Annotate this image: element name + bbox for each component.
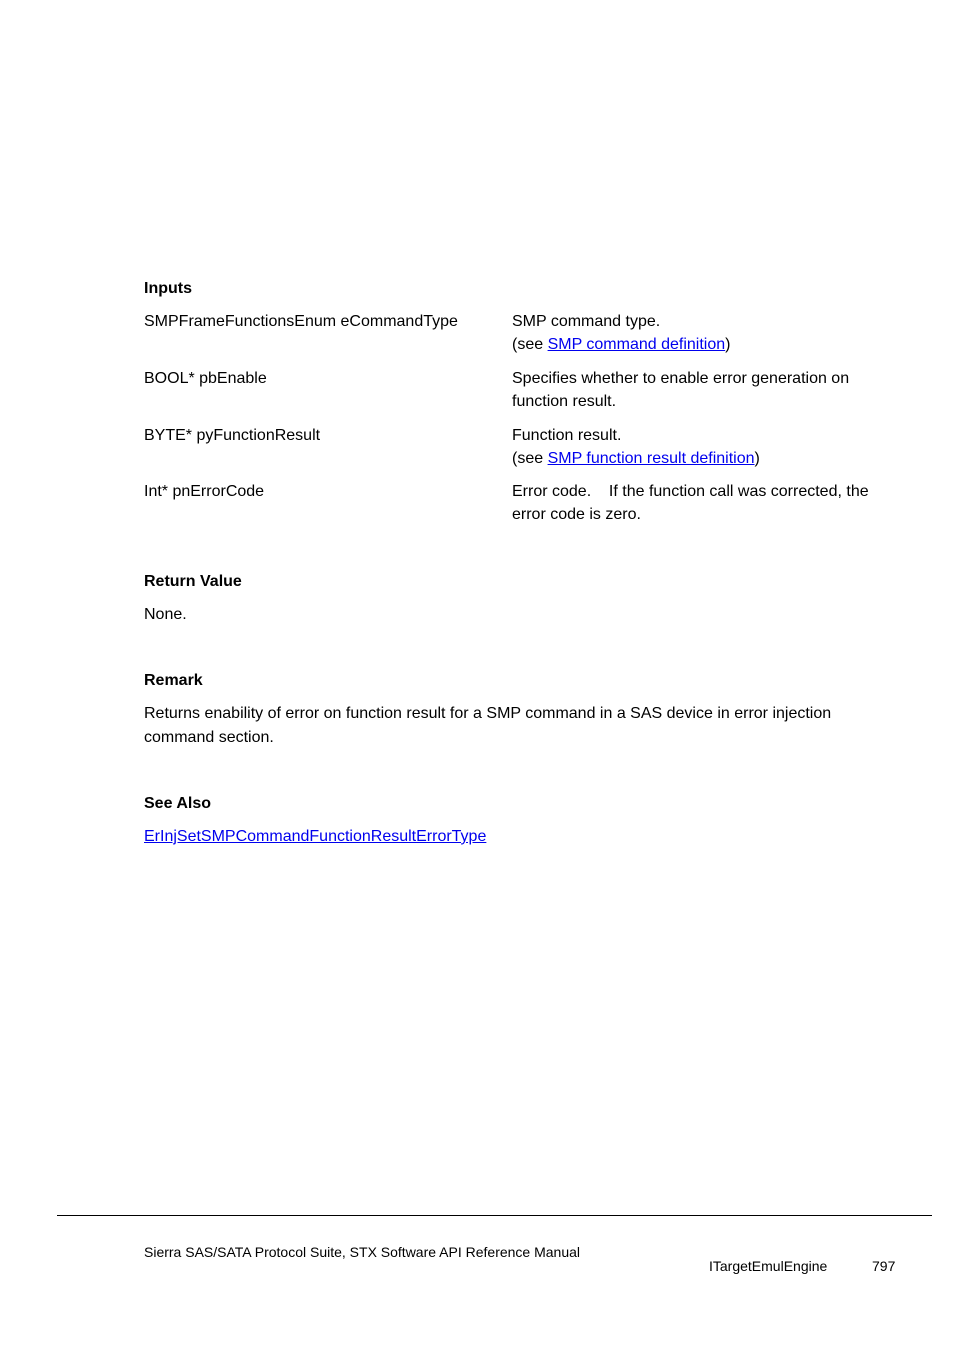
param-desc-line: SMP command type.: [512, 313, 661, 330]
see-prefix: (see: [512, 450, 548, 467]
param-desc-ecommandtype: [512, 310, 902, 356]
param-name-pnerrorcode: Int* pnErrorCode: [144, 483, 265, 500]
erinjsetsmpcommandfunctionresulterrortype-link[interactable]: ErInjSetSMPCommandFunctionResultErrorType: [144, 828, 487, 845]
inputs-heading: Inputs: [144, 280, 192, 297]
smp-command-definition-link[interactable]: SMP command definition: [547, 336, 726, 353]
param-desc-pyfunctionresult: [512, 424, 902, 470]
remark-text: Returns enability of error on function result for a SMP command in a SAS device in error injection command section.: [144, 705, 832, 746]
param-desc-line: Function result.: [512, 427, 622, 444]
see-suffix: ): [754, 450, 760, 467]
see-prefix: (see: [512, 336, 548, 353]
param-desc-pnerrorcode: Error code. If the function call was corrected, the error code is zero.: [512, 483, 874, 523]
see-suffix: ): [725, 336, 731, 353]
param-desc-pbenable: Specifies whether to enable error generation on function result.: [512, 370, 850, 410]
footer-section-name: ITargetEmulEngine: [709, 1258, 828, 1274]
footer-manual-title: Sierra SAS/SATA Protocol Suite, STX Software API Reference Manual: [144, 1244, 581, 1260]
param-see-line: [512, 447, 902, 470]
param-name-pbenable: BOOL* pbEnable: [144, 370, 267, 387]
smp-function-result-definition-link[interactable]: SMP function result definition: [547, 450, 755, 467]
param-see-line: [512, 333, 902, 356]
param-name-pyfunctionresult: BYTE* pyFunctionResult: [144, 427, 321, 444]
return-value-heading: Return Value: [144, 573, 242, 590]
see-also-heading: See Also: [144, 795, 211, 812]
footer-divider: [57, 1215, 932, 1216]
param-name-ecommandtype: SMPFrameFunctionsEnum eCommandType: [144, 313, 458, 330]
remark-heading: Remark: [144, 672, 203, 689]
footer-page-number: 797: [872, 1258, 896, 1274]
see-also-line: [144, 825, 486, 849]
return-value-text: None.: [144, 606, 187, 623]
